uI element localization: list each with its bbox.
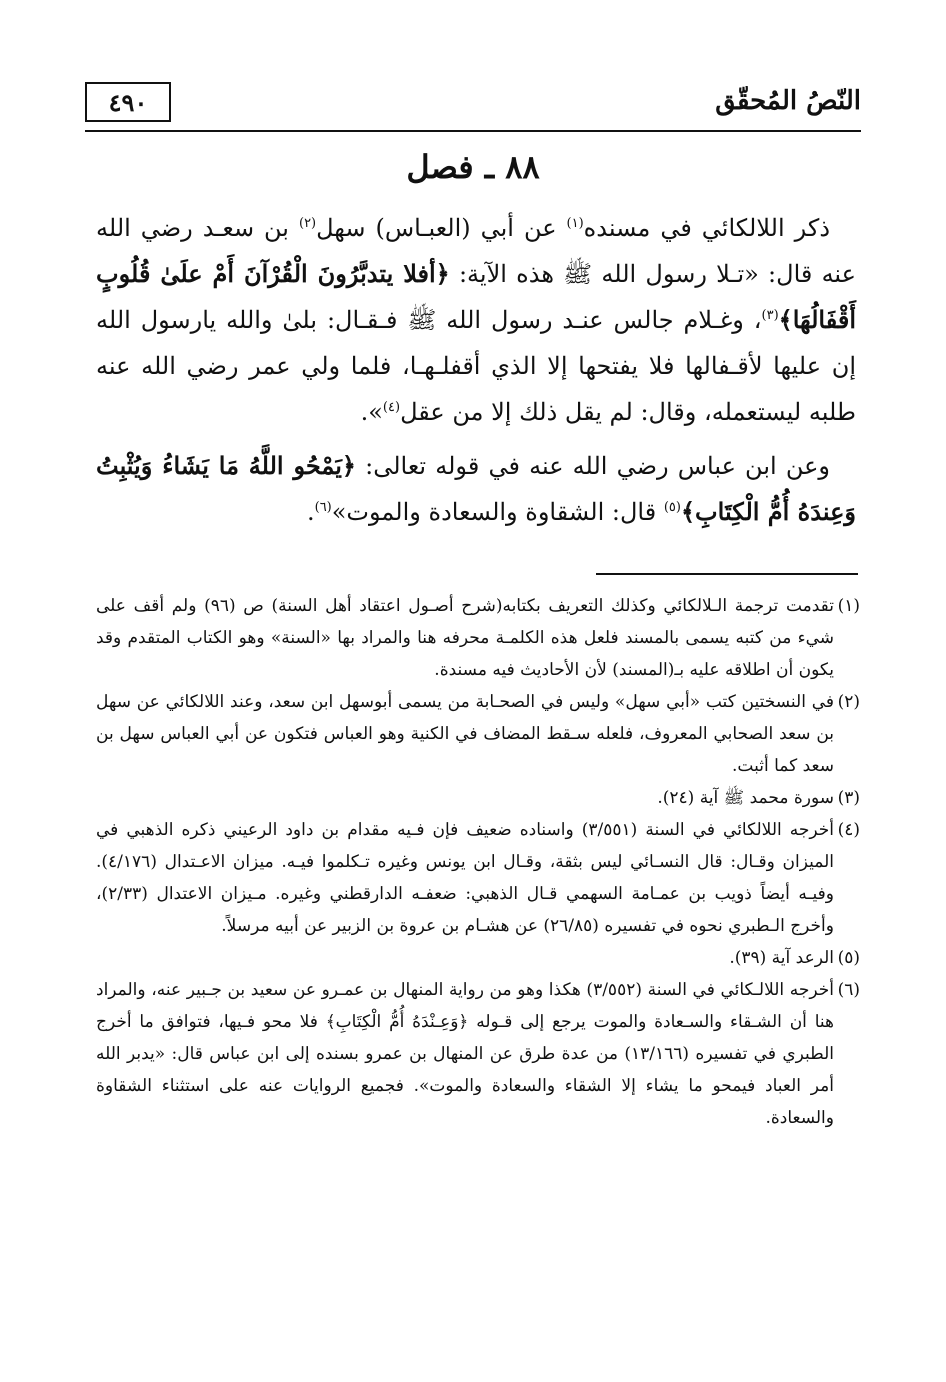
footnote-text: في النسختين كتب «أبي سهل» وليس في الصحـابة من يسمى أبوسهل ابن سعد، وعند اللالكائي عن سهل بن سعد الصحابي المعروف، فلعله سـقط المضاف في الكنية وهو العباس فتكون عن أبي العباس سهل بن سعد كما أثبت.: [96, 692, 834, 776]
footnote-1: [96, 590, 860, 686]
text-run: بن سعـد رضي الله عنه قال: «تـلا رسول الله ﷺ هذه الآية:: [96, 214, 856, 288]
main-text: [96, 205, 856, 535]
footnote-2: [96, 686, 860, 782]
footnote-4: [96, 814, 860, 942]
footnotes: [96, 590, 860, 1134]
text-run: ».: [360, 398, 383, 426]
text-run: ذكر اللالكائي في مسنده: [583, 214, 831, 242]
footnote-5: [96, 942, 860, 974]
section-title: ٨٨ ـ فصل: [406, 148, 540, 186]
footnote-3: [96, 782, 860, 814]
footnote-ref: (٥): [663, 500, 681, 515]
footnote-number: (٣): [837, 788, 860, 808]
footnote-text: سورة محمد ﷺ آية (٢٤).: [657, 788, 834, 808]
quran-verse: ﴿أفلا يتدبَّرُونَ الْقُرْآنَ أَمْ علَىٰ قُلُوبٍ أَقْفَالُهَا﴾: [96, 259, 856, 334]
text-run: ، وغـلام جالس عنـد رسول الله ﷺ فـقـال: بلىٰ والله يارسول الله إن عليها لأقـفالها فلا يفتحها إلا الذي أقفلـهـا، فلما ولي عمر رضي الله عنه طلبه ليستعمله، وقال: لم يقل ذلك إلا من عقل: [96, 306, 856, 426]
footnote-divider: [596, 573, 858, 575]
footnote-number: (٢): [837, 692, 860, 712]
footnote-text: الرعد آية (٣٩).: [729, 948, 834, 968]
text-run: وعن ابن عباس رضي الله عنه في قوله تعالى:: [355, 452, 830, 480]
footnote-ref: (٤): [382, 400, 401, 415]
footnote-number: (٥): [837, 948, 860, 968]
footnote-6: [96, 974, 860, 1134]
footnote-number: (٦): [837, 980, 860, 1000]
paragraph-2: [96, 443, 856, 535]
text-run: قال: الشقاوة والسعادة والموت»: [331, 498, 664, 526]
quran-verse: ﴿يَمْحُو اللَّهُ مَا يَشَاءُ وَيُثْبِتُ وَعِندَهُ أُمُّ الْكِتَابِ﴾: [96, 451, 856, 526]
footnote-number: (٤): [837, 820, 860, 840]
text-run: عن أبي (العبـاس) سهل: [316, 214, 567, 242]
footnote-ref: (١): [566, 216, 584, 231]
footnote-number: (١): [837, 596, 860, 616]
footnote-text: أخرجه اللالـكائي في السنة (٣/٥٥٢) هكذا وهو من رواية المنهال بن عمـرو عن سعيد بن جـبير عنه، والمراد هنا أن الشـقاء والسـعادة والموت يرجع إلى قـوله ﴿وَعِـنْدَهُ أُمُّ الْكِتَابِ﴾ فلا محو فـيها، فتوافق ما أخرج الطبري في تفسيره (١٣/١٦٦) من عدة طرق عن المنهال بن عمرو بسنده إلى ابن عباس قال: «يدبر الله أمر العباد فيمحو ما يشاء إلا الشقاء والسعادة والموت». فجميع الروايات عنه على استثناء الشقاوة والسعادة.: [96, 980, 834, 1128]
footnote-ref: (٦): [314, 500, 332, 515]
running-title: النّصُ المُحقّق: [715, 86, 861, 116]
text-run: .: [306, 498, 315, 526]
paragraph-1: [96, 205, 856, 435]
footnote-text: أخرجه اللالكائي في السنة (٣/٥٥١) واسناده ضعيف فإن فـيه مقدام بن داود الرعيني ذكره الذهبي في الميزان وقـال: قال النسـائي ليس بثقة، وقـال ابن يونس وغيره تـكلموا فيـه. ميزان الاعـتدال (٤/١٧٦). وفيـه أيضاً ذويب بن عمـامة السهمي قـال الذهبي: ضعفـه الدارقطني وغيره. مـيزان الاعتدال (٢/٣٣)، وأخرج الـطبري نحوه في تفسيره (٢٦/٨٥) عن هشـام بن عروة بن الزبير عن أبيه مرسلاً.: [96, 820, 834, 936]
page-number: ٤٩٠: [85, 82, 171, 122]
footnote-text: تقدمت ترجمة الـلالكائي وكذلك التعريف بكتابه(شرح أصـول اعتقاد أهل السنة) ص (٩٦) ولم أقف على شيء من كتبه يسمى بالمسند فلعل هذه الكلمـة محرفه هنا والمراد بها «السنة» وهو الكتاب المتقدم وقد يكون أن اطلاقه عليه بـ(المسند) لأن الأحاديث فيه مسندة.: [96, 596, 834, 680]
footnote-ref: (٣): [761, 308, 779, 323]
page-header: [85, 82, 861, 132]
footnote-ref: (٢): [298, 216, 317, 231]
